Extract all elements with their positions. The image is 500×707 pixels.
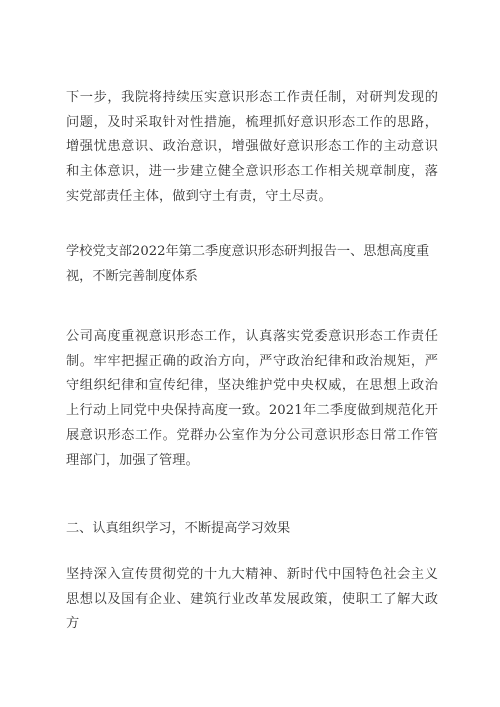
body-paragraph: 下一步，我院将持续压实意识形态工作责任制，对研判发现的问题，及时采取针对性措施，梳理抓好意识形态工作的思路，增强忧患意识、政治意识，增强做好意识形态工作的主动意识和主体意识，进一步建立健全意识形态工作相关规章制度，落实党部责任主体，做到守土有责，守土尽责。 bbox=[66, 90, 438, 204]
report-title-heading: 学校党支部2022年第二季度意识形态研判报告一、思想高度重视，不断完善制度体系 bbox=[66, 244, 430, 284]
section-heading: 二、认真组织学习，不断提高学习效果 bbox=[66, 521, 291, 536]
body-paragraph: 坚持深入宣传贯彻党的十九大精神、新时代中国特色社会主义思想以及国有企业、建筑行业改革发展政策，使职工了解大政方 bbox=[66, 567, 438, 632]
body-paragraph: 公司高度重视意识形态工作，认真落实党委意识形态工作责任制。牢牢把握正确的政治方向，严守政治纪律和政治规矩，严守组织纪律和宣传纪律，坚决维护党中央权威，在思想上政治上行动上同党中央保持高度一致。2021年二季度做到规范化开展意识形态工作。党群办公室作为分公司意识形态日常工作管理部门，加强了管理。 bbox=[66, 329, 438, 468]
